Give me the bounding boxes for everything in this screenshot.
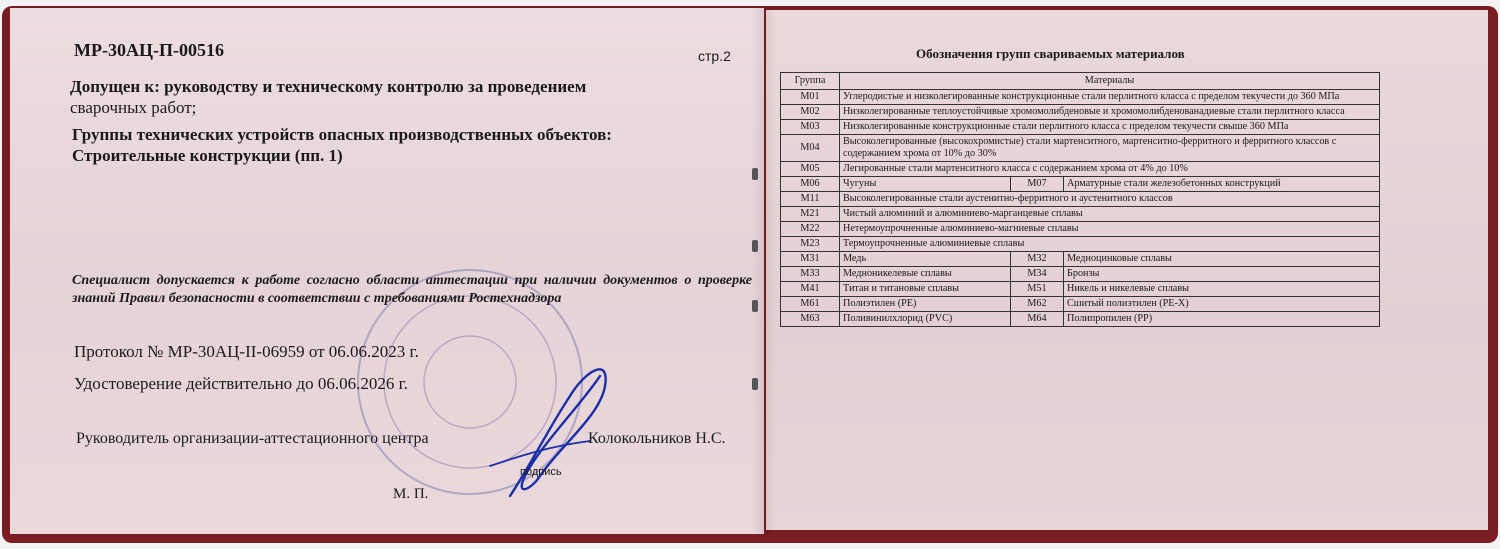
stitch-mark	[752, 378, 758, 390]
table-row	[781, 162, 1380, 177]
table-row	[781, 177, 1380, 192]
table-header-row	[781, 73, 1380, 90]
group-code: М05	[781, 162, 840, 177]
tech-groups-heading: Группы технических устройств опасных производственных объектов:	[72, 125, 612, 144]
group-code: М11	[781, 192, 840, 207]
group-code: М34	[1011, 267, 1064, 282]
admission-note: Специалист допускается к работе согласно области аттестации при наличии документов о проверке знаний Правил безопасности в соответствии с требованиями Ростехнадзора	[72, 273, 752, 306]
material-desc: Арматурные стали железобетонных конструкций	[1064, 177, 1380, 192]
material-desc: Легированные стали мартенситного класса с содержанием хрома от 4% до 10%	[840, 162, 1380, 177]
material-desc: Бронзы	[1064, 267, 1380, 282]
seal-place-label: М. П.	[393, 486, 429, 502]
group-code: М62	[1011, 297, 1064, 312]
table-row	[781, 135, 1380, 162]
page-number: стр.2	[698, 48, 731, 64]
table-row	[781, 282, 1380, 297]
table-row	[781, 237, 1380, 252]
material-desc: Полипропилен (PP)	[1064, 312, 1380, 327]
protocol-line: Протокол № МР-30АЦ-II-06959 от 06.06.2023 г.	[74, 342, 419, 361]
material-desc: Высоколегированные (высокохромистые) стали мартенситного, мартенситно-ферритного и ферритного классов с содержанием хрома от 10% до 30%	[840, 135, 1380, 162]
director-label: Руководитель организации-аттестационного центра	[76, 430, 429, 447]
group-code: М01	[781, 90, 840, 105]
stitch-mark	[752, 300, 758, 312]
table-row	[781, 207, 1380, 222]
material-desc: Углеродистые и низколегированные конструкционные стали перлитного класса с пределом текучести до 360 МПа	[840, 90, 1380, 105]
material-desc: Высоколегированные стали аустенитно-ферритного и аустенитного классов	[840, 192, 1380, 207]
group-code: М41	[781, 282, 840, 297]
material-desc: Сшитый полиэтилен (PE-X)	[1064, 297, 1380, 312]
table-row	[781, 267, 1380, 282]
group-code: М21	[781, 207, 840, 222]
material-desc: Термоупрочненные алюминиевые сплавы	[840, 237, 1380, 252]
material-desc: Медноцинковые сплавы	[1064, 252, 1380, 267]
table-row	[781, 252, 1380, 267]
signature-label: подпись	[520, 466, 562, 478]
admitted-value: руководству и техническому контролю за проведением	[164, 77, 587, 96]
booklet-spine	[752, 8, 776, 534]
group-code: М51	[1011, 282, 1064, 297]
admitted-label: Допущен к:	[70, 77, 160, 96]
material-desc: Полиэтилен (PE)	[840, 297, 1011, 312]
document-number: МР-30АЦ-П-00516	[74, 40, 224, 60]
table-row	[781, 297, 1380, 312]
material-desc: Медноникелевые сплавы	[840, 267, 1011, 282]
material-desc: Титан и титановые сплавы	[840, 282, 1011, 297]
material-desc: Медь	[840, 252, 1011, 267]
group-code: М03	[781, 120, 840, 135]
stitch-mark	[752, 240, 758, 252]
material-desc: Низколегированные теплоустойчивые хромомолибденовые и хромомолибденованадиевые стали перлитного класса	[840, 105, 1380, 120]
group-code: М23	[781, 237, 840, 252]
stitch-mark	[752, 168, 758, 180]
technical-device-groups	[72, 124, 752, 166]
table-row	[781, 90, 1380, 105]
material-desc: Чистый алюминий и алюминиево-марганцевые сплавы	[840, 207, 1380, 222]
material-desc: Нетермоупрочненные алюминиево-магниевые сплавы	[840, 222, 1380, 237]
table-row	[781, 120, 1380, 135]
table-title: Обозначения групп свариваемых материалов	[916, 46, 1185, 61]
group-code: М07	[1011, 177, 1064, 192]
director-name: Колокольников Н.С.	[588, 430, 726, 447]
group-code: М06	[781, 177, 840, 192]
col-materials-header: Материалы	[840, 73, 1380, 90]
admitted-to	[70, 76, 710, 118]
admitted-value-cont: сварочных работ;	[70, 98, 197, 117]
signature-mark	[470, 346, 650, 506]
material-desc: Никель и никелевые сплавы	[1064, 282, 1380, 297]
table-row	[781, 192, 1380, 207]
group-code: М31	[781, 252, 840, 267]
group-code: М33	[781, 267, 840, 282]
group-code: М63	[781, 312, 840, 327]
col-group-header: Группа	[781, 73, 840, 90]
material-desc: Низколегированные конструкционные стали перлитного класса с пределом текучести свыше 360 МПа	[840, 120, 1380, 135]
material-desc: Поливинилхлорид (PVC)	[840, 312, 1011, 327]
validity-line: Удостоверение действительно до 06.06.2026 г.	[74, 374, 408, 393]
material-desc: Чугуны	[840, 177, 1011, 192]
group-code: М22	[781, 222, 840, 237]
tech-groups-value: Строительные конструкции (пп. 1)	[72, 146, 343, 165]
materials-table	[780, 72, 1380, 327]
group-code: М64	[1011, 312, 1064, 327]
group-code: М61	[781, 297, 840, 312]
group-code: М04	[781, 135, 840, 162]
group-code: М02	[781, 105, 840, 120]
group-code: М32	[1011, 252, 1064, 267]
table-row	[781, 105, 1380, 120]
table-row	[781, 222, 1380, 237]
table-row	[781, 312, 1380, 327]
